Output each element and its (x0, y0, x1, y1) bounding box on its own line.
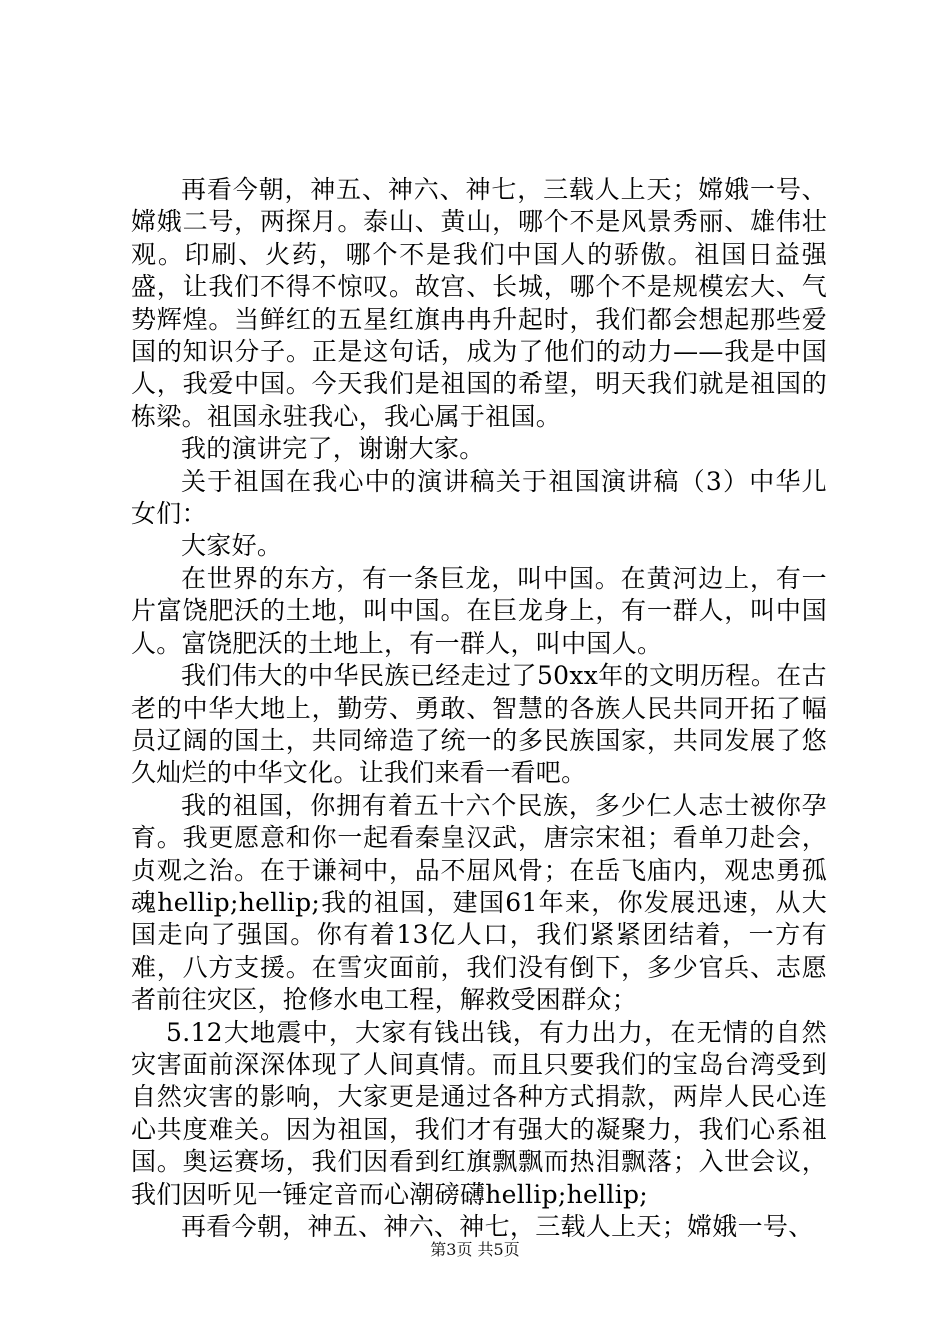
paragraph-my-motherland: 我的祖国，你拥有着五十六个民族，多少仁人志士被你孕育。我更愿意和你一起看秦皇汉武，唐宗宋祖；看单刀赴会，贞观之治。在于谦祠中，品不屈风骨；在岳飞庙内，观忠勇孤魂hellip;hellip;我的祖国，建国61年来，你发展迅速，从大国走向了强国。你有着13亿人口，我们紧紧团结着，一方有难，八方支援。在雪灾面前，我们没有倒下，多少官兵、志愿者前往灾区，抢修水电工程，解救受困群众； (131, 790, 827, 1015)
paragraph-speech-heading: 关于祖国在我心中的演讲稿关于祖国演讲稿（3）中华儿女们： (131, 466, 827, 529)
paragraph-dragon-east: 在世界的东方，有一条巨龙，叫中国。在黄河边上，有一片富饶肥沃的土地，叫中国。在巨龙身上，有一群人，叫中国人。富饶肥沃的土地上，有一群人，叫中国人。 (131, 563, 827, 658)
paragraph-closing-thanks: 我的演讲完了，谢谢大家。 (181, 434, 485, 464)
paragraph-earthquake: 5.12大地震中，大家有钱出钱，有力出力，在无情的自然灾害面前深深体现了人间真情。而且只要我们的宝岛台湾受到自然灾害的影响，大家更是通过各种方式捐款，两岸人民心连心共度难关。因为祖国，我们才有强大的凝聚力，我们心系祖国。奥运赛场，我们因看到红旗飘飘而热泪飘落；入世会议，我们因听见一锤定音而心潮磅礴hellip;hellip; (131, 1017, 827, 1209)
document-body (131, 174, 827, 1243)
page-number-footer: 第3页 共5页 (430, 1240, 520, 1259)
paragraph-civilization-history: 我们伟大的中华民族已经走过了50xx年的文明历程。在古老的中华大地上，勤劳、勇敢、智慧的各族人民共同开拓了幅员辽阔的国土，共同缔造了统一的多民族国家，共同发展了悠久灿烂的中华文化。让我们来看一看吧。 (131, 661, 827, 788)
paragraph-space-achievements: 再看今朝，神五、神六、神七，三载人上天；嫦娥一号、嫦娥二号，两探月。泰山、黄山，哪个不是风景秀丽、雄伟壮观。印刷、火药，哪个不是我们中国人的骄傲。祖国日益强盛，让我们不得不惊叹。故宫、长城，哪个不是规模宏大、气势辉煌。当鲜红的五星红旗冉冉升起时，我们都会想起那些爱国的知识分子。正是这句话，成为了他们的动力——我是中国人，我爱中国。今天我们是祖国的希望，明天我们就是祖国的栋梁。祖国永驻我心，我心属于祖国。 (131, 175, 827, 431)
paragraph-space-achievements-repeat: 再看今朝，神五、神六、神七，三载人上天；嫦娥一号、 (181, 1212, 814, 1241)
paragraph-greeting: 大家好。 (181, 531, 283, 561)
